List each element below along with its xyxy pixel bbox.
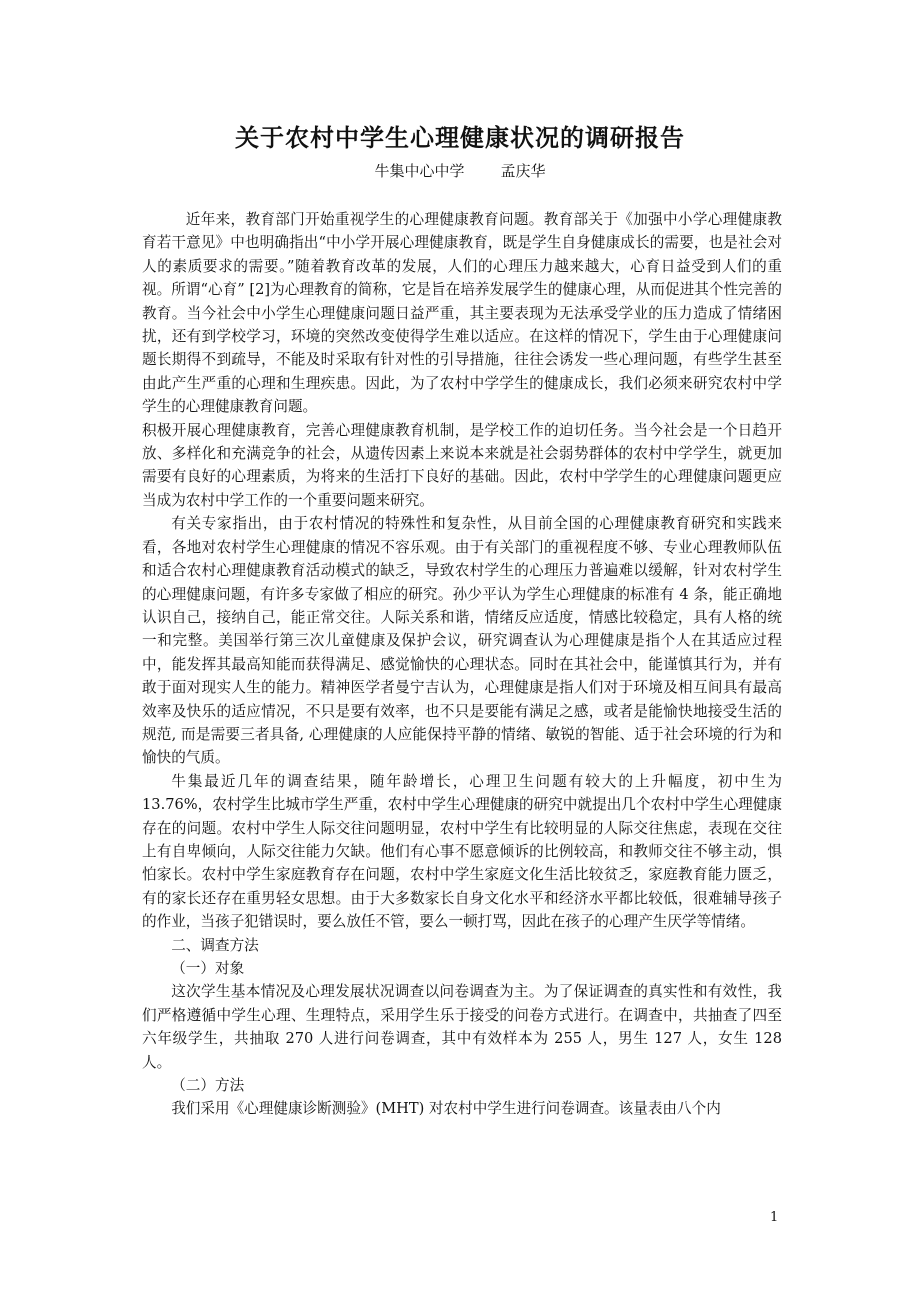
paragraph-survey-results: 牛集最近几年的调查结果，随年龄增长，心理卫生问题有较大的上升幅度，初中生为 13.76%，农村学生比城市学生严重，农村中学生心理健康的研究中就提出几个农村中学生心理健康存在的问题。农村中学生人际交往问题明显，农村中学生有比较明显的人际交往焦虑，表现在交往上有自卑倾向，人际交往能力欠缺。他们有心事不愿意倾诉的比例较高，和教师交往不够主动，惧怕家长。农村中学生家庭教育存在问题，农村中学生家庭文化生活比较贫乏，家庭教育能力匮乏，有的家长还存在重男轻女思想。由于大多数家长自身文化水平和经济水平都比较低，很难辅导孩子的作业，当孩子犯错误时，要么放任不管，要么一顿打骂，因此在孩子的心理产生厌学等情绪。 — [142, 772, 782, 931]
paragraph-method: 我们采用《心理健康诊断测验》(MHT) 对农村中学生进行问卷调查。该量表由八个内 — [171, 1100, 721, 1118]
document-body — [142, 208, 782, 1121]
paragraph-importance: 积极开展心理健康教育，完善心理健康教育机制，是学校工作的迫切任务。当今社会是一个日趋开放、多样化和充满竞争的社会，从遗传因素上来说本来就是社会弱势群体的农村中学学生，就更加需要有良好的心理素质，为将来的生活打下良好的基础。因此，农村中学学生的心理健康问题更应当成为农村中学工作的一个重要问题来研究。 — [142, 421, 782, 509]
author-school: 牛集中心中学 — [374, 162, 465, 180]
subsection-heading-subjects: （一）对象 — [171, 960, 245, 977]
subsection-heading-method: （二）方法 — [171, 1077, 245, 1095]
author-line — [0, 160, 920, 181]
paragraph-expert-views: 有关专家指出，由于农村情况的特殊性和复杂性，从目前全国的心理健康教育研究和实践来看，各地对农村学生心理健康的情况不容乐观。由于有关部门的重视程度不够、专业心理教师队伍和适合农村心理健康教育活动模式的缺乏，导致农村学生的心理压力普遍难以缓解，针对农村学生的心理健康问题，有许多专家做了相应的研究。孙少平认为学生心理健康的标准有 4 条，能正确地认识自己，接纳自己，能正常交往。人际关系和谐，情绪反应适度，情感比较稳定，具有人格的统一和完整。美国举行第三次儿童健康及保护会议，研究调查认为心理健康是指个人在其适应过程中，能发挥其最高知能而获得满足、感觉愉快的心理状态。同时在其社会中，能谨慎其行为，并有敢于面对现实人生的能力。精神医学者曼宁吉认为，心理健康是指人们对于环境及相互间具有最高效率及快乐的适应情况，不只是要有效率，也不只是要能有满足之感，或者是能愉快地接受生活的规范, 而是需要三者具备, 心理健康的人应能保持平静的情绪、敏锐的智能、适于社会环境的行为和愉快的气质。 — [142, 515, 782, 767]
page-number: 1 — [770, 1210, 779, 1225]
author-name: 孟庆华 — [500, 162, 546, 180]
section-heading-methods: 二、调查方法 — [171, 936, 259, 954]
document-title: 关于农村中学生心理健康状况的调研报告 — [235, 124, 685, 152]
paragraph-subjects: 这次学生基本情况及心理发展状况调查以问卷调查为主。为了保证调查的真实性和有效性，我们严格遵循中学生心理、生理特点，采用学生乐于接受的问卷方式进行。在调查中，共抽查了四至六年级学生，共抽取 270 人进行问卷调查，其中有效样本为 255 人，男生 127 人，女生 128 人。 — [142, 983, 782, 1071]
paragraph-intro: 近年来，教育部门开始重视学生的心理健康教育问题。教育部关于《加强中小学心理健康教育若干意见》中也明确指出“中小学开展心理健康教育，既是学生自身健康成长的需要，也是社会对人的素质要求的需要。”随着教育改革的发展，人们的心理压力越来越大，心育日益受到人们的重视。所谓“心育” [2]为心理教育的简称，它是旨在培养发展学生的健康心理，从而促进其个性完善的教育。当今社会中小学生心理健康问题日益严重，其主要表现为无法承受学业的压力造成了情绪困扰，还有到学校学习，环境的突然改变使得学生难以适应。在这样的情况下，学生由于心理健康问题长期得不到疏导，不能及时采取有针对性的引导措施，往往会诱发一些心理问题，有些学生甚至由此产生严重的心理和生理疾患。因此，为了农村中学学生的健康成长，我们必须来研究农村中学学生的心理健康教育问题。 — [142, 211, 782, 416]
